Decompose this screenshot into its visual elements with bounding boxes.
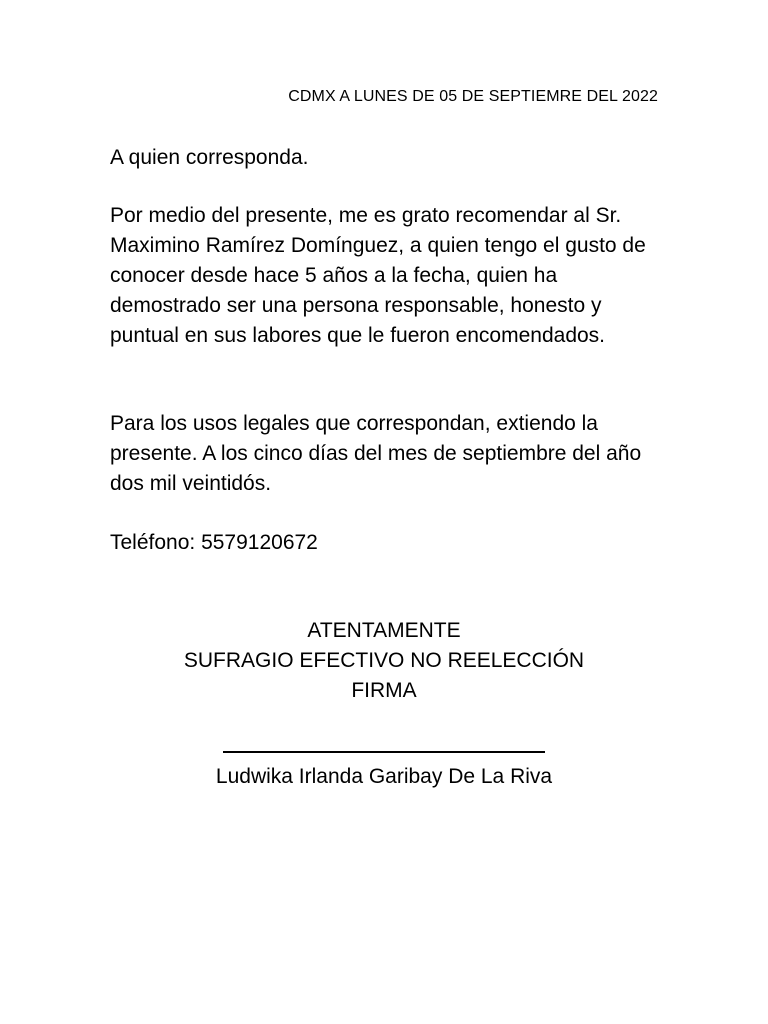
signature-line [223,731,545,753]
signer-name: Ludwika Irlanda Garibay De La Riva [215,765,553,788]
recommendation-paragraph: Por medio del presente, me es grato recomendar al Sr. Maximino Ramírez Domínguez, a quien tengo el gusto de conocer desde hace 5 años a la fecha, quien ha demostrado ser una persona responsable, honesto y puntual en sus labores que le fueron encomendados. [110,204,646,347]
greeting: A quien corresponda. [110,146,309,169]
closing-block [0,616,768,706]
closing-motto: SUFRAGIO EFECTIVO NO REELECCIÓN [183,649,585,672]
signature-block [0,731,768,792]
signature-label: FIRMA [351,679,417,702]
closing-regards: ATENTAMENTE [307,619,461,642]
legal-use-paragraph: Para los usos legales que correspondan, extiendo la presente. A los cinco días del mes de septiembre del año dos mil veintidós. [110,412,642,495]
date-line: CDMX A LUNES DE 05 DE SEPTIEMRE DEL 2022 [288,88,658,105]
phone-number: Teléfono: 5579120672 [110,531,318,554]
